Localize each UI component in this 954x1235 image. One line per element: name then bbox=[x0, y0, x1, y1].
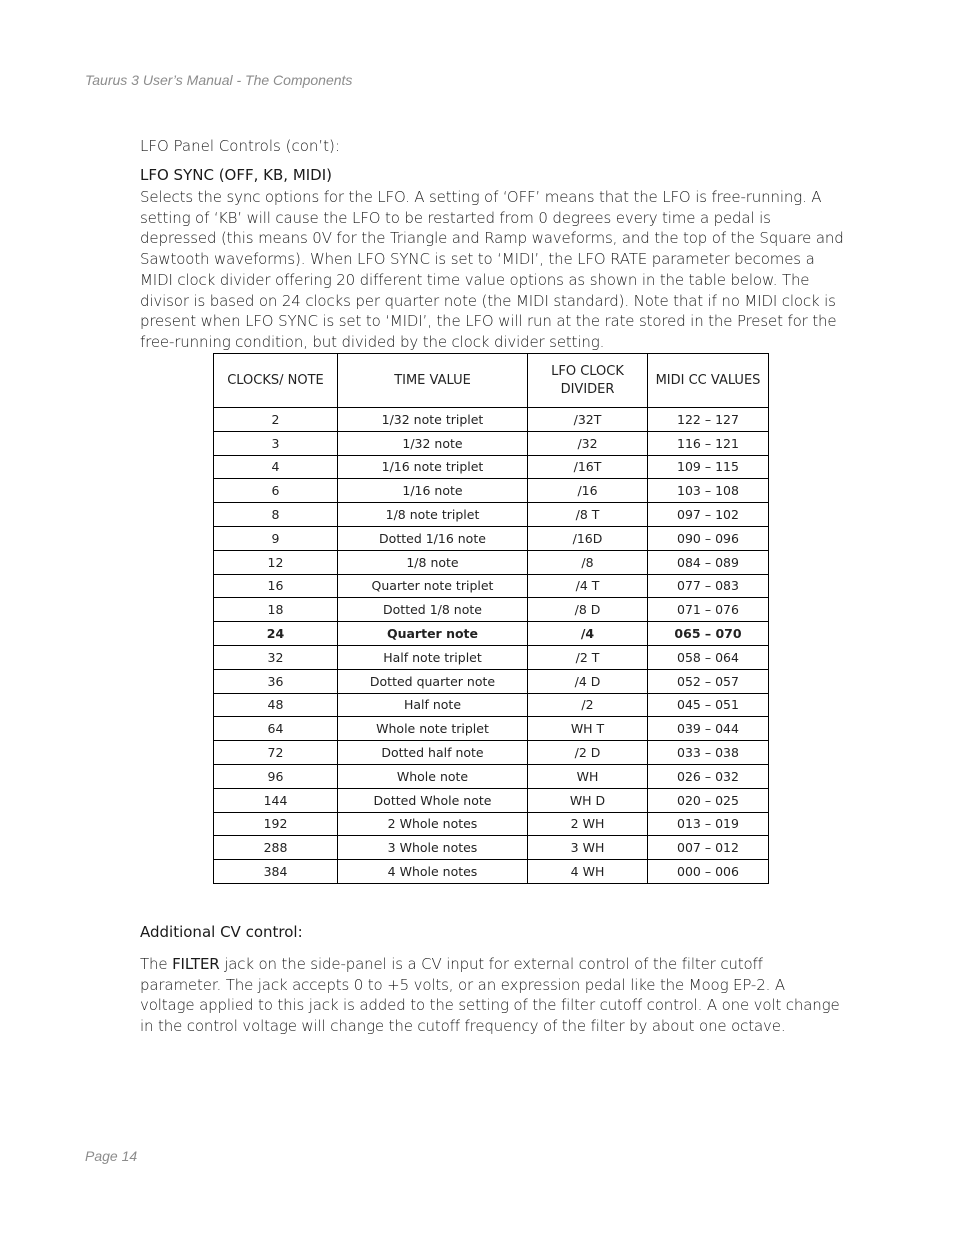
cell-time-value: Dotted 1/8 note bbox=[338, 598, 528, 622]
cell-midi-cc: 097 – 102 bbox=[648, 503, 769, 527]
cell-divider: /4 bbox=[528, 622, 648, 646]
cell-divider: /2 D bbox=[528, 741, 648, 765]
cell-midi-cc: 033 – 038 bbox=[648, 741, 769, 765]
cell-divider: /2 T bbox=[528, 645, 648, 669]
cell-midi-cc: 084 – 089 bbox=[648, 550, 769, 574]
header-lfo-clock-divider: LFO CLOCK DIVIDER bbox=[528, 354, 648, 408]
cell-divider: /8 T bbox=[528, 503, 648, 527]
cell-divider: /2 bbox=[528, 693, 648, 717]
table-row bbox=[214, 812, 769, 836]
lfo-divider-table bbox=[213, 353, 769, 884]
cell-midi-cc: 109 – 115 bbox=[648, 455, 769, 479]
cell-divider: 3 WH bbox=[528, 836, 648, 860]
cell-clocks-note: 24 bbox=[214, 622, 338, 646]
cell-clocks-note: 288 bbox=[214, 836, 338, 860]
filter-jack-label: FILTER bbox=[172, 955, 220, 973]
cell-divider: WH T bbox=[528, 717, 648, 741]
cell-midi-cc: 122 – 127 bbox=[648, 408, 769, 432]
cell-time-value: Whole note triplet bbox=[338, 717, 528, 741]
cell-midi-cc: 116 – 121 bbox=[648, 431, 769, 455]
cell-time-value: Quarter note triplet bbox=[338, 574, 528, 598]
cell-midi-cc: 007 – 012 bbox=[648, 836, 769, 860]
cell-clocks-note: 144 bbox=[214, 788, 338, 812]
cell-clocks-note: 48 bbox=[214, 693, 338, 717]
cell-time-value: 3 Whole notes bbox=[338, 836, 528, 860]
cell-clocks-note: 6 bbox=[214, 479, 338, 503]
table-row bbox=[214, 860, 769, 884]
table-header-row bbox=[214, 354, 769, 408]
running-header: Taurus 3 User’s Manual - The Components bbox=[85, 72, 353, 88]
table-row bbox=[214, 693, 769, 717]
cell-clocks-note: 384 bbox=[214, 860, 338, 884]
table-row bbox=[214, 622, 769, 646]
table-row bbox=[214, 455, 769, 479]
cell-time-value: 2 Whole notes bbox=[338, 812, 528, 836]
subsection-label: LFO Panel Controls (con’t): bbox=[140, 137, 340, 155]
cell-midi-cc: 013 – 019 bbox=[648, 812, 769, 836]
cell-time-value: 1/8 note triplet bbox=[338, 503, 528, 527]
table-row bbox=[214, 526, 769, 550]
cell-clocks-note: 96 bbox=[214, 764, 338, 788]
cell-time-value: 1/8 note bbox=[338, 550, 528, 574]
table-row bbox=[214, 408, 769, 432]
cell-time-value: 4 Whole notes bbox=[338, 860, 528, 884]
table-row bbox=[214, 431, 769, 455]
table-row bbox=[214, 717, 769, 741]
table-row bbox=[214, 479, 769, 503]
header-time-value: TIME VALUE bbox=[338, 354, 528, 408]
cell-time-value: 1/16 note bbox=[338, 479, 528, 503]
cell-clocks-note: 16 bbox=[214, 574, 338, 598]
cell-midi-cc: 077 – 083 bbox=[648, 574, 769, 598]
cell-clocks-note: 32 bbox=[214, 645, 338, 669]
header-clocks-note: CLOCKS/ NOTE bbox=[214, 354, 338, 408]
cell-midi-cc: 026 – 032 bbox=[648, 764, 769, 788]
cell-clocks-note: 18 bbox=[214, 598, 338, 622]
cell-time-value: Quarter note bbox=[338, 622, 528, 646]
table-body bbox=[214, 408, 769, 884]
cell-time-value: Dotted 1/16 note bbox=[338, 526, 528, 550]
table-row bbox=[214, 574, 769, 598]
cell-midi-cc: 090 – 096 bbox=[648, 526, 769, 550]
cell-divider: /4 D bbox=[528, 669, 648, 693]
cell-divider: WH D bbox=[528, 788, 648, 812]
cell-clocks-note: 8 bbox=[214, 503, 338, 527]
cell-time-value: Half note bbox=[338, 693, 528, 717]
page-number: Page 14 bbox=[85, 1148, 138, 1164]
cell-divider: /16D bbox=[528, 526, 648, 550]
cell-time-value: 1/16 note triplet bbox=[338, 455, 528, 479]
cell-time-value: 1/32 note bbox=[338, 431, 528, 455]
cell-midi-cc: 103 – 108 bbox=[648, 479, 769, 503]
cell-divider: /8 bbox=[528, 550, 648, 574]
section2-body bbox=[140, 954, 844, 1037]
cell-midi-cc: 065 – 070 bbox=[648, 622, 769, 646]
cell-divider: 2 WH bbox=[528, 812, 648, 836]
table-row bbox=[214, 598, 769, 622]
cell-divider: WH bbox=[528, 764, 648, 788]
header-midi-cc-values: MIDI CC VALUES bbox=[648, 354, 769, 408]
section2-title: Additional CV control: bbox=[140, 923, 303, 941]
section2-prefix: The bbox=[140, 955, 173, 973]
section2-text: jack on the side-panel is a CV input for external control of the filter cutoff parameter. The jack accepts 0 to +5 volts, or an expression pedal like the Moog EP-2. A voltage applied to this jack is added to the setting of the filter cutoff control. A one volt change in the control voltage will change the cutoff frequency of the filter by about one octave. bbox=[140, 955, 840, 1036]
table-row bbox=[214, 503, 769, 527]
table-row bbox=[214, 645, 769, 669]
cell-clocks-note: 9 bbox=[214, 526, 338, 550]
cell-midi-cc: 000 – 006 bbox=[648, 860, 769, 884]
cell-clocks-note: 72 bbox=[214, 741, 338, 765]
table-row bbox=[214, 788, 769, 812]
cell-midi-cc: 058 – 064 bbox=[648, 645, 769, 669]
cell-midi-cc: 039 – 044 bbox=[648, 717, 769, 741]
cell-midi-cc: 052 – 057 bbox=[648, 669, 769, 693]
table-row bbox=[214, 836, 769, 860]
cell-time-value: Dotted quarter note bbox=[338, 669, 528, 693]
cell-time-value: Whole note bbox=[338, 764, 528, 788]
cell-midi-cc: 045 – 051 bbox=[648, 693, 769, 717]
cell-divider: /16 bbox=[528, 479, 648, 503]
cell-time-value: Dotted half note bbox=[338, 741, 528, 765]
table-row bbox=[214, 741, 769, 765]
cell-time-value: Half note triplet bbox=[338, 645, 528, 669]
cell-midi-cc: 020 – 025 bbox=[648, 788, 769, 812]
cell-clocks-note: 2 bbox=[214, 408, 338, 432]
cell-divider: /16T bbox=[528, 455, 648, 479]
cell-divider: /32 bbox=[528, 431, 648, 455]
cell-divider: 4 WH bbox=[528, 860, 648, 884]
section-body: Selects the sync options for the LFO. A setting of ‘OFF’ means that the LFO is free-running. A setting of ‘KB’ will cause the LFO to be restarted from 0 degrees every time a pedal is depressed (this means 0V for the Triangle and Ramp waveforms, and the top of the Square and Sawtooth waveforms). When LFO SYNC is set to ‘MIDI’, the LFO RATE parameter becomes a MIDI clock divider offering 20 different time value options as shown in the table below. The divisor is based on 24 clocks per quarter note (the MIDI standard). Note that if no MIDI clock is present when LFO SYNC is set to ‘MIDI’, the LFO will run at the rate stored in the Preset for the free-running condition, but divided by the clock divider setting. bbox=[140, 188, 844, 351]
cell-time-value: 1/32 note triplet bbox=[338, 408, 528, 432]
cell-clocks-note: 36 bbox=[214, 669, 338, 693]
section-title: LFO SYNC (OFF, KB, MIDI) bbox=[140, 166, 333, 184]
cell-time-value: Dotted Whole note bbox=[338, 788, 528, 812]
cell-clocks-note: 192 bbox=[214, 812, 338, 836]
cell-clocks-note: 12 bbox=[214, 550, 338, 574]
cell-divider: /4 T bbox=[528, 574, 648, 598]
table-row bbox=[214, 550, 769, 574]
cell-divider: /32T bbox=[528, 408, 648, 432]
cell-midi-cc: 071 – 076 bbox=[648, 598, 769, 622]
cell-divider: /8 D bbox=[528, 598, 648, 622]
table-row bbox=[214, 669, 769, 693]
cell-clocks-note: 64 bbox=[214, 717, 338, 741]
table-row bbox=[214, 764, 769, 788]
cell-clocks-note: 4 bbox=[214, 455, 338, 479]
cell-clocks-note: 3 bbox=[214, 431, 338, 455]
